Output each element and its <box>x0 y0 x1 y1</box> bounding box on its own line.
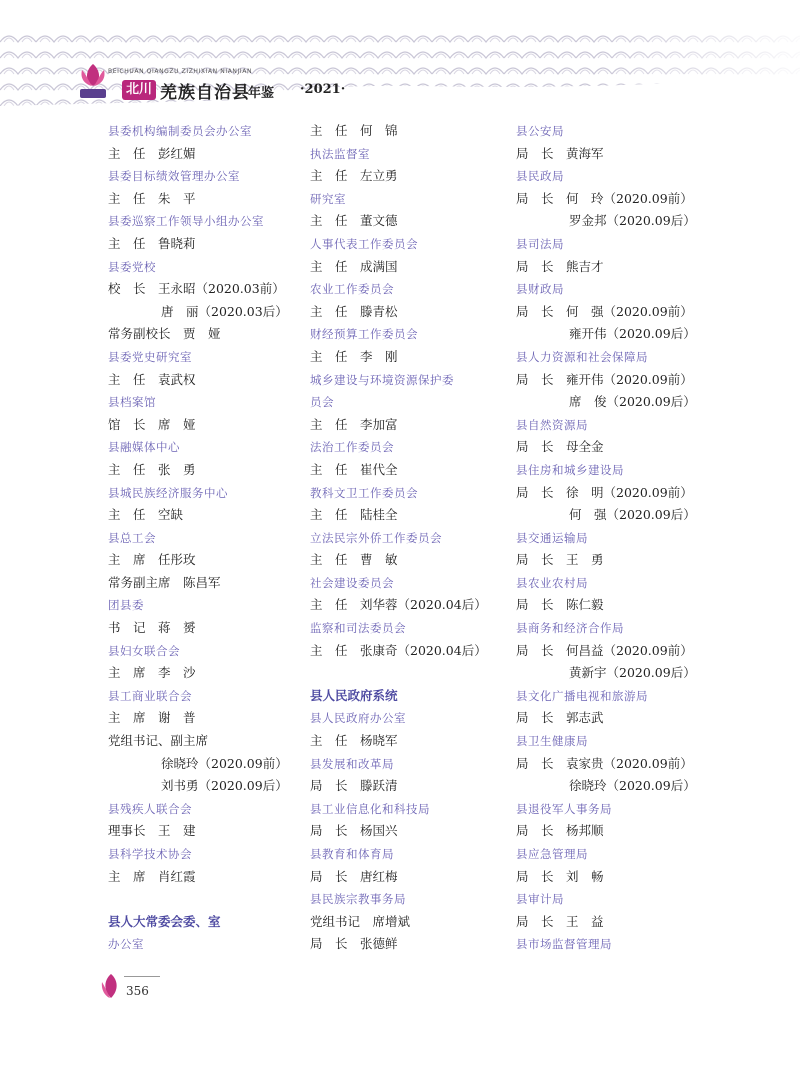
entry-line: 局 长 王 勇 <box>516 552 604 568</box>
entry-continuation: 唐 丽（2020.03后） <box>161 303 288 319</box>
entry-line: 常务副主席 陈昌军 <box>108 574 221 590</box>
entry-continuation: 何 强（2020.09后） <box>569 507 696 523</box>
entry-line: 理事长 王 建 <box>108 823 196 839</box>
section-heading: 县司法局 <box>516 236 564 251</box>
section-heading: 城乡建设与环境资源保护委 <box>310 372 454 387</box>
entry-continuation: 徐晓玲（2020.09前） <box>161 755 288 771</box>
section-heading: 员会 <box>310 395 334 410</box>
entry-line: 主 任 空缺 <box>108 507 184 523</box>
section-heading: 县退役军人事务局 <box>516 801 612 816</box>
entry-line: 局 长 刘 畅 <box>516 868 604 884</box>
entry-line: 局 长 陈仁毅 <box>516 597 604 613</box>
entry-line: 主 任 董文德 <box>310 213 398 229</box>
entry-line: 主 任 李 刚 <box>310 348 398 364</box>
entry-line: 局 长 黄海军 <box>516 145 604 161</box>
entry-line: 局 长 雍开伟（2020.09前） <box>516 371 693 387</box>
section-heading: 县残疾人联合会 <box>108 801 192 816</box>
section-heading: 县教育和体育局 <box>310 847 394 861</box>
section-heading: 县工商业联合会 <box>108 688 192 703</box>
entry-line: 主 任 张 勇 <box>108 461 196 477</box>
entry-line: 局 长 何 强（2020.09前） <box>516 303 693 319</box>
section-heading: 县公安局 <box>516 124 564 138</box>
entry-line: 主 任 朱 平 <box>108 190 196 206</box>
entry-line: 主 任 张康奇（2020.04后） <box>310 642 487 658</box>
section-heading: 办公室 <box>108 937 144 952</box>
section-heading: 县发展和改革局 <box>310 756 394 771</box>
section-heading: 县卫生健康局 <box>516 734 588 749</box>
entry-line: 局 长 滕跃清 <box>310 778 398 794</box>
section-heading: 社会建设委员会 <box>310 575 394 590</box>
entry-continuation: 席 俊（2020.09后） <box>569 394 696 410</box>
entry-line: 党组书记、副主席 <box>108 733 209 749</box>
entry-line: 局 长 徐 明（2020.09前） <box>516 484 693 500</box>
entry-continuation: 黄新宇（2020.09后） <box>569 665 696 681</box>
flower-logo-icon <box>76 60 110 100</box>
section-heading: 教科文卫工作委员会 <box>310 485 418 500</box>
header-yearbook-label: 年鉴 <box>248 86 275 101</box>
entry-line: 主 任 成满国 <box>310 258 398 274</box>
entry-line: 书 记 蒋 赟 <box>108 620 196 636</box>
section-heading: 研究室 <box>310 191 346 206</box>
entry-line: 局 长 袁家贵（2020.09前） <box>516 755 693 771</box>
entry-line: 主 任 陆桂全 <box>310 507 398 523</box>
entry-line: 局 长 何昌益（2020.09前） <box>516 642 693 658</box>
page-header <box>0 0 800 108</box>
section-heading: 县融媒体中心 <box>108 440 180 455</box>
entry-line: 局 长 熊吉才 <box>516 258 604 274</box>
column-middle <box>310 120 510 956</box>
section-heading: 县委目标绩效管理办公室 <box>108 169 240 184</box>
header-badge: 北川 <box>122 80 156 100</box>
entry-continuation: 徐晓玲（2020.09后） <box>569 778 696 794</box>
entry-line: 主 任 何 锦 <box>310 123 398 138</box>
column-left <box>108 120 308 956</box>
section-heading: 县工业信息化和科技局 <box>310 801 430 816</box>
section-heading: 县档案馆 <box>108 395 156 410</box>
section-heading: 县商务和经济合作局 <box>516 621 624 636</box>
section-heading: 县农业农村局 <box>516 575 588 590</box>
entry-line: 主 任 曹 敏 <box>310 552 398 568</box>
entry-line: 局 长 王 益 <box>516 913 604 929</box>
entry-line: 局 长 张德鲜 <box>310 936 398 952</box>
entry-line: 主 任 左立勇 <box>310 168 398 184</box>
entry-line: 局 长 郭志武 <box>516 710 604 726</box>
section-heading: 县委巡察工作领导小组办公室 <box>108 214 264 229</box>
section-heading: 立法民宗外侨工作委员会 <box>310 530 442 545</box>
footer-rule <box>124 976 160 977</box>
section-heading: 县民族宗教事务局 <box>310 892 406 907</box>
column-right <box>516 120 716 956</box>
section-heading: 县总工会 <box>108 530 156 545</box>
entry-line: 主 任 袁武权 <box>108 371 196 387</box>
section-heading: 人事代表工作委员会 <box>310 236 418 251</box>
entry-line: 主 席 任彤玫 <box>108 552 196 568</box>
page-number: 356 <box>126 984 149 998</box>
entry-line: 主 任 彭红媚 <box>108 145 196 161</box>
entry-line: 常务副校长 贾 娅 <box>108 326 221 342</box>
entry-line: 主 任 刘华蓉（2020.04后） <box>310 597 487 613</box>
entry-continuation: 雍开伟（2020.09后） <box>569 326 696 342</box>
section-heading: 县委党史研究室 <box>108 349 192 364</box>
section-heading: 县财政局 <box>516 282 564 297</box>
entry-line: 校 长 王永昭（2020.03前） <box>108 281 285 297</box>
entry-line: 主 任 崔代全 <box>310 461 398 477</box>
cloud-wave-banner <box>0 28 800 106</box>
entry-continuation: 刘书勇（2020.09后） <box>161 778 288 794</box>
section-heading: 县市场监督管理局 <box>516 937 612 952</box>
entry-line: 局 长 母全金 <box>516 439 604 455</box>
section-heading: 县自然资源局 <box>516 417 588 432</box>
entry-line: 主 任 李加富 <box>310 416 398 432</box>
header-pinyin: BEICHUAN QIANGZU ZIZHIXIAN NIANJIAN <box>108 68 253 75</box>
entry-line: 馆 长 席 娅 <box>108 416 196 432</box>
header-year: ·2021· <box>300 82 346 97</box>
section-heading: 县交通运输局 <box>516 530 588 545</box>
entry-line: 党组书记 席增斌 <box>310 913 411 929</box>
entry-line: 主 任 杨晓军 <box>310 733 398 749</box>
group-heading: 县人民政府系统 <box>310 687 398 703</box>
entry-line: 局 长 何 玲（2020.09前） <box>516 190 693 206</box>
section-heading: 县城民族经济服务中心 <box>108 485 228 500</box>
footer-flower-icon <box>100 972 122 1002</box>
entry-line: 主 席 肖红霞 <box>108 868 196 884</box>
section-heading: 县民政局 <box>516 169 564 184</box>
entry-line: 局 长 唐红梅 <box>310 868 398 884</box>
entry-continuation: 罗金邦（2020.09后） <box>569 213 696 229</box>
header-title: 羌族自治县 <box>160 83 250 103</box>
section-heading: 监察和司法委员会 <box>310 621 406 636</box>
section-heading: 县科学技术协会 <box>108 847 192 861</box>
section-heading: 县审计局 <box>516 892 564 907</box>
section-heading: 县应急管理局 <box>516 847 588 861</box>
section-heading: 县人民政府办公室 <box>310 711 406 726</box>
group-heading: 县人大常委会委、室 <box>108 913 221 929</box>
section-heading: 县住房和城乡建设局 <box>516 462 624 477</box>
spacer <box>108 888 308 911</box>
entry-line: 主 席 李 沙 <box>108 665 196 681</box>
section-heading: 团县委 <box>108 598 144 613</box>
entry-line: 局 长 杨国兴 <box>310 823 398 839</box>
entry-line: 主 任 滕青松 <box>310 303 398 319</box>
section-heading: 县委党校 <box>108 259 156 274</box>
section-heading: 县文化广播电视和旅游局 <box>516 688 648 703</box>
section-heading: 财经预算工作委员会 <box>310 327 418 342</box>
entry-line: 局 长 杨邦顺 <box>516 823 604 839</box>
entry-line: 主 席 谢 普 <box>108 710 196 726</box>
section-heading: 县妇女联合会 <box>108 643 180 658</box>
section-heading: 农业工作委员会 <box>310 282 394 297</box>
entry-line: 主 任 鲁晓莉 <box>108 235 196 251</box>
spacer <box>310 662 510 685</box>
section-heading: 县人力资源和社会保障局 <box>516 349 648 364</box>
section-heading: 执法监督室 <box>310 146 370 161</box>
section-heading: 县委机构编制委员会办公室 <box>108 124 252 138</box>
section-heading: 法治工作委员会 <box>310 440 394 455</box>
